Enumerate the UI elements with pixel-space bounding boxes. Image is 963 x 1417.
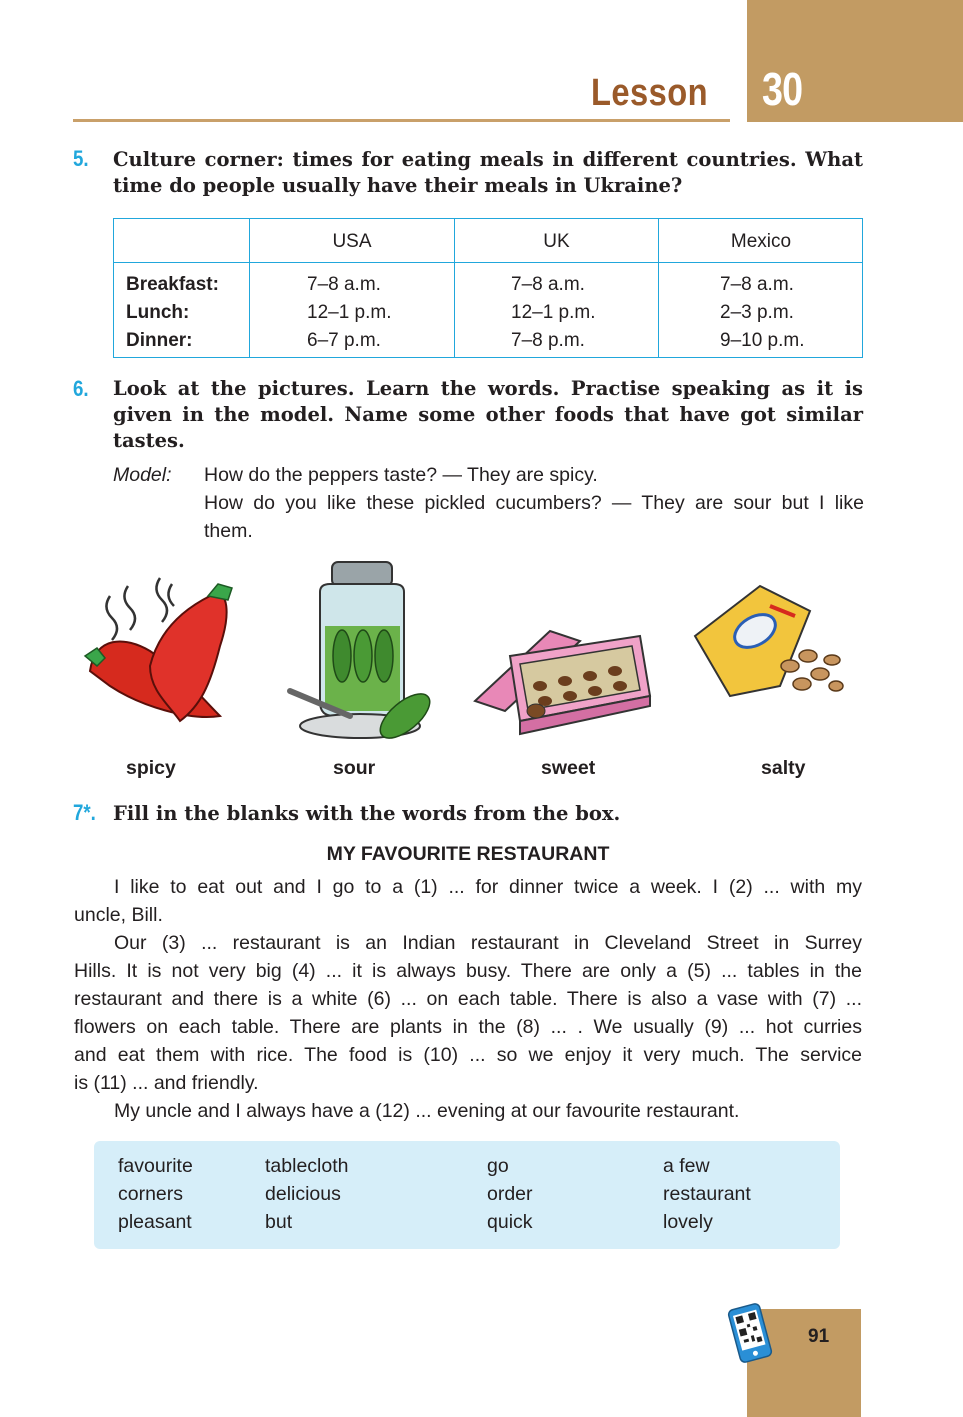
exercise-5-title — [113, 147, 863, 199]
lesson-number: 30 — [762, 63, 803, 115]
fill-in-text — [74, 873, 862, 1125]
word-box-col-3 — [487, 1152, 533, 1236]
meal-times-table — [113, 218, 863, 358]
table-cell: 7–8 p.m. — [511, 330, 585, 351]
model-label: Model: — [113, 464, 172, 486]
row-label-lunch: Lunch: — [126, 302, 190, 323]
table-col-uk — [511, 271, 596, 355]
word-item: corners — [118, 1183, 184, 1205]
model-line: How do you like these pickled cucumbers? — They are sour but I like — [204, 492, 864, 514]
model-text — [204, 461, 864, 545]
table-cell: 12–1 p.m. — [307, 302, 392, 323]
phone-qr-icon — [726, 1302, 774, 1364]
lesson-title: Lesson — [591, 72, 709, 114]
table-col-usa — [307, 271, 392, 355]
food-pictures — [80, 556, 850, 746]
model-line: How do the peppers taste? — They are spicy. — [204, 464, 598, 486]
table-row-labels — [126, 271, 219, 355]
word-box-col-4 — [663, 1152, 751, 1236]
exercise-5-title-line: Culture corner: times for eating meals in different countries. What — [113, 148, 863, 171]
chocolate-box-icon — [475, 631, 650, 734]
text-line: flowers on each table. There are plants in the (8) ... . We usually (9) ... hot curries — [74, 1016, 862, 1038]
word-item: delicious — [265, 1183, 341, 1205]
table-header-mexico: Mexico — [730, 231, 792, 252]
exercise-6-title-line: given in the model. Name some other foods that have got similar — [113, 403, 863, 426]
text-line: is (11) ... and friendly. — [74, 1072, 259, 1094]
text-line: Our (3) ... restaurant is an Indian restaurant in Cleveland Street in Surrey — [114, 932, 862, 954]
picture-label-sweet: sweet — [541, 757, 596, 779]
word-item: quick — [487, 1211, 533, 1233]
text-line: uncle, Bill. — [74, 904, 163, 926]
table-cell: 9–10 p.m. — [720, 330, 805, 351]
peanuts-bag-icon — [695, 586, 843, 696]
word-item: lovely — [663, 1211, 713, 1233]
text-heading: MY FAVOURITE RESTAURANT — [326, 843, 610, 865]
exercise-6-title-line: Look at the pictures. Learn the words. Practise speaking as it is — [113, 377, 863, 400]
exercise-6-number: 6. — [73, 376, 89, 401]
pickle-jar-icon — [290, 562, 437, 746]
text-line: and eat them with rice. The food is (10) ... so we enjoy it very much. The service — [74, 1044, 862, 1066]
text-line: restaurant and there is a white (6) ... on each table. There is also a vase with (7) ... — [74, 988, 862, 1010]
text-line: Hills. It is not very big (4) ... it is always busy. There are only a (5) ... tables in the — [74, 960, 862, 982]
page-number: 91 — [808, 1326, 830, 1347]
table-col-mexico — [720, 271, 805, 355]
header-rule — [73, 119, 730, 122]
word-box-col-1 — [118, 1152, 193, 1236]
row-label-dinner: Dinner: — [126, 330, 193, 351]
exercise-5-number: 5. — [73, 146, 89, 171]
exercise-6-title — [113, 376, 863, 454]
text-line: My uncle and I always have a (12) ... evening at our favourite restaurant. — [114, 1100, 740, 1122]
word-item: a few — [663, 1155, 710, 1177]
text-line: I like to eat out and I go to a (1) ... for dinner twice a week. I (2) ... with my — [114, 876, 862, 898]
chili-peppers-icon — [85, 578, 232, 721]
picture-label-sour: sour — [333, 757, 376, 779]
exercise-7-title: Fill in the blanks with the words from the box. — [113, 802, 621, 825]
table-cell: 6–7 p.m. — [307, 330, 381, 351]
table-cell: 7–8 a.m. — [307, 274, 381, 295]
word-item: tablecloth — [265, 1155, 349, 1177]
table-cell: 7–8 a.m. — [720, 274, 794, 295]
exercise-6-title-line: tastes. — [113, 429, 185, 452]
word-item: favourite — [118, 1155, 193, 1177]
word-item: pleasant — [118, 1211, 192, 1233]
table-cell: 2–3 p.m. — [720, 302, 794, 323]
word-item: order — [487, 1183, 533, 1205]
exercise-5-title-line: time do people usually have their meals in Ukraine? — [113, 174, 683, 197]
picture-label-spicy: spicy — [126, 757, 176, 779]
picture-label-salty: salty — [761, 757, 806, 779]
word-item: go — [487, 1155, 509, 1177]
table-cell: 12–1 p.m. — [511, 302, 596, 323]
word-item: but — [265, 1211, 293, 1233]
table-header-usa: USA — [332, 231, 372, 252]
table-cell: 7–8 a.m. — [511, 274, 585, 295]
exercise-7-number: 7*. — [73, 800, 96, 825]
word-item: restaurant — [663, 1183, 751, 1205]
row-label-breakfast: Breakfast: — [126, 274, 219, 295]
word-box-col-2 — [265, 1152, 348, 1236]
model-line: them. — [204, 520, 253, 542]
table-header-uk: UK — [543, 231, 570, 252]
